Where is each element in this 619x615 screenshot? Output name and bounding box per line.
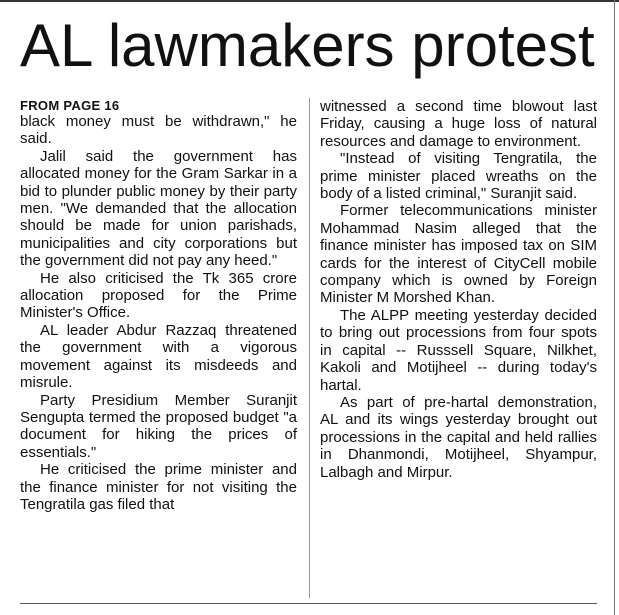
article-column-right: [320, 98, 597, 481]
article-headline: AL lawmakers protest: [20, 12, 595, 79]
bottom-rule: [20, 603, 597, 604]
paragraph: Party Presidium Member Suranjit Sengupta termed the proposed budget "a document for hiking the prices of essentials.": [20, 391, 297, 461]
jump-kicker: FROM PAGE 16: [20, 98, 120, 113]
paragraph: Former telecommunications minister Mohammad Nasim alleged that the finance minister has imposed tax on SIM cards for the interest of CityCell mobile company which is owned by Foreign Minister M Morshed Khan.: [320, 202, 597, 307]
paragraph: The ALPP meeting yesterday decided to bring out processions from four spots in capital -- Russsell Square, Nilkhet, Kakoli and Motijheel -- during today's hartal.: [320, 306, 597, 394]
top-rule: [0, 0, 619, 2]
paragraph: Jalil said the government has allocated money for the Gram Sarkar in a bid to plunder public money by their party men. "We demanded that the allocation should be made for union parishads, municipalities and city corporations but the government did not pay any heed.": [20, 147, 297, 270]
paragraph: witnessed a second time blowout last Friday, causing a huge loss of natural resources and damage to environment.: [320, 98, 597, 150]
paragraph: AL leader Abdur Razzaq threatened the government with a vigorous movement against its misdeeds and misrule.: [20, 321, 297, 392]
paragraph: As part of pre-hartal demonstration, AL and its wings yesterday brought out processions in the capital and held rallies in Dhanmondi, Motijheel, Shyampur, Lalbagh and Mirpur.: [320, 393, 597, 481]
paragraph: "Instead of visiting Tengratila, the prime minister placed wreaths on the body of a listed criminal," Suranjit said.: [320, 150, 597, 203]
paragraph: black money must be withdrawn," he said.: [20, 113, 297, 148]
column-divider: [309, 98, 310, 598]
article-column-left: [20, 98, 297, 513]
paragraph: He also criticised the Tk 365 crore allocation proposed for the Prime Minister's Office.: [20, 269, 297, 322]
right-edge-rule: [614, 0, 615, 615]
paragraph: He criticised the prime minister and the finance minister for not visiting the Tengratila gas filed that: [20, 461, 297, 513]
